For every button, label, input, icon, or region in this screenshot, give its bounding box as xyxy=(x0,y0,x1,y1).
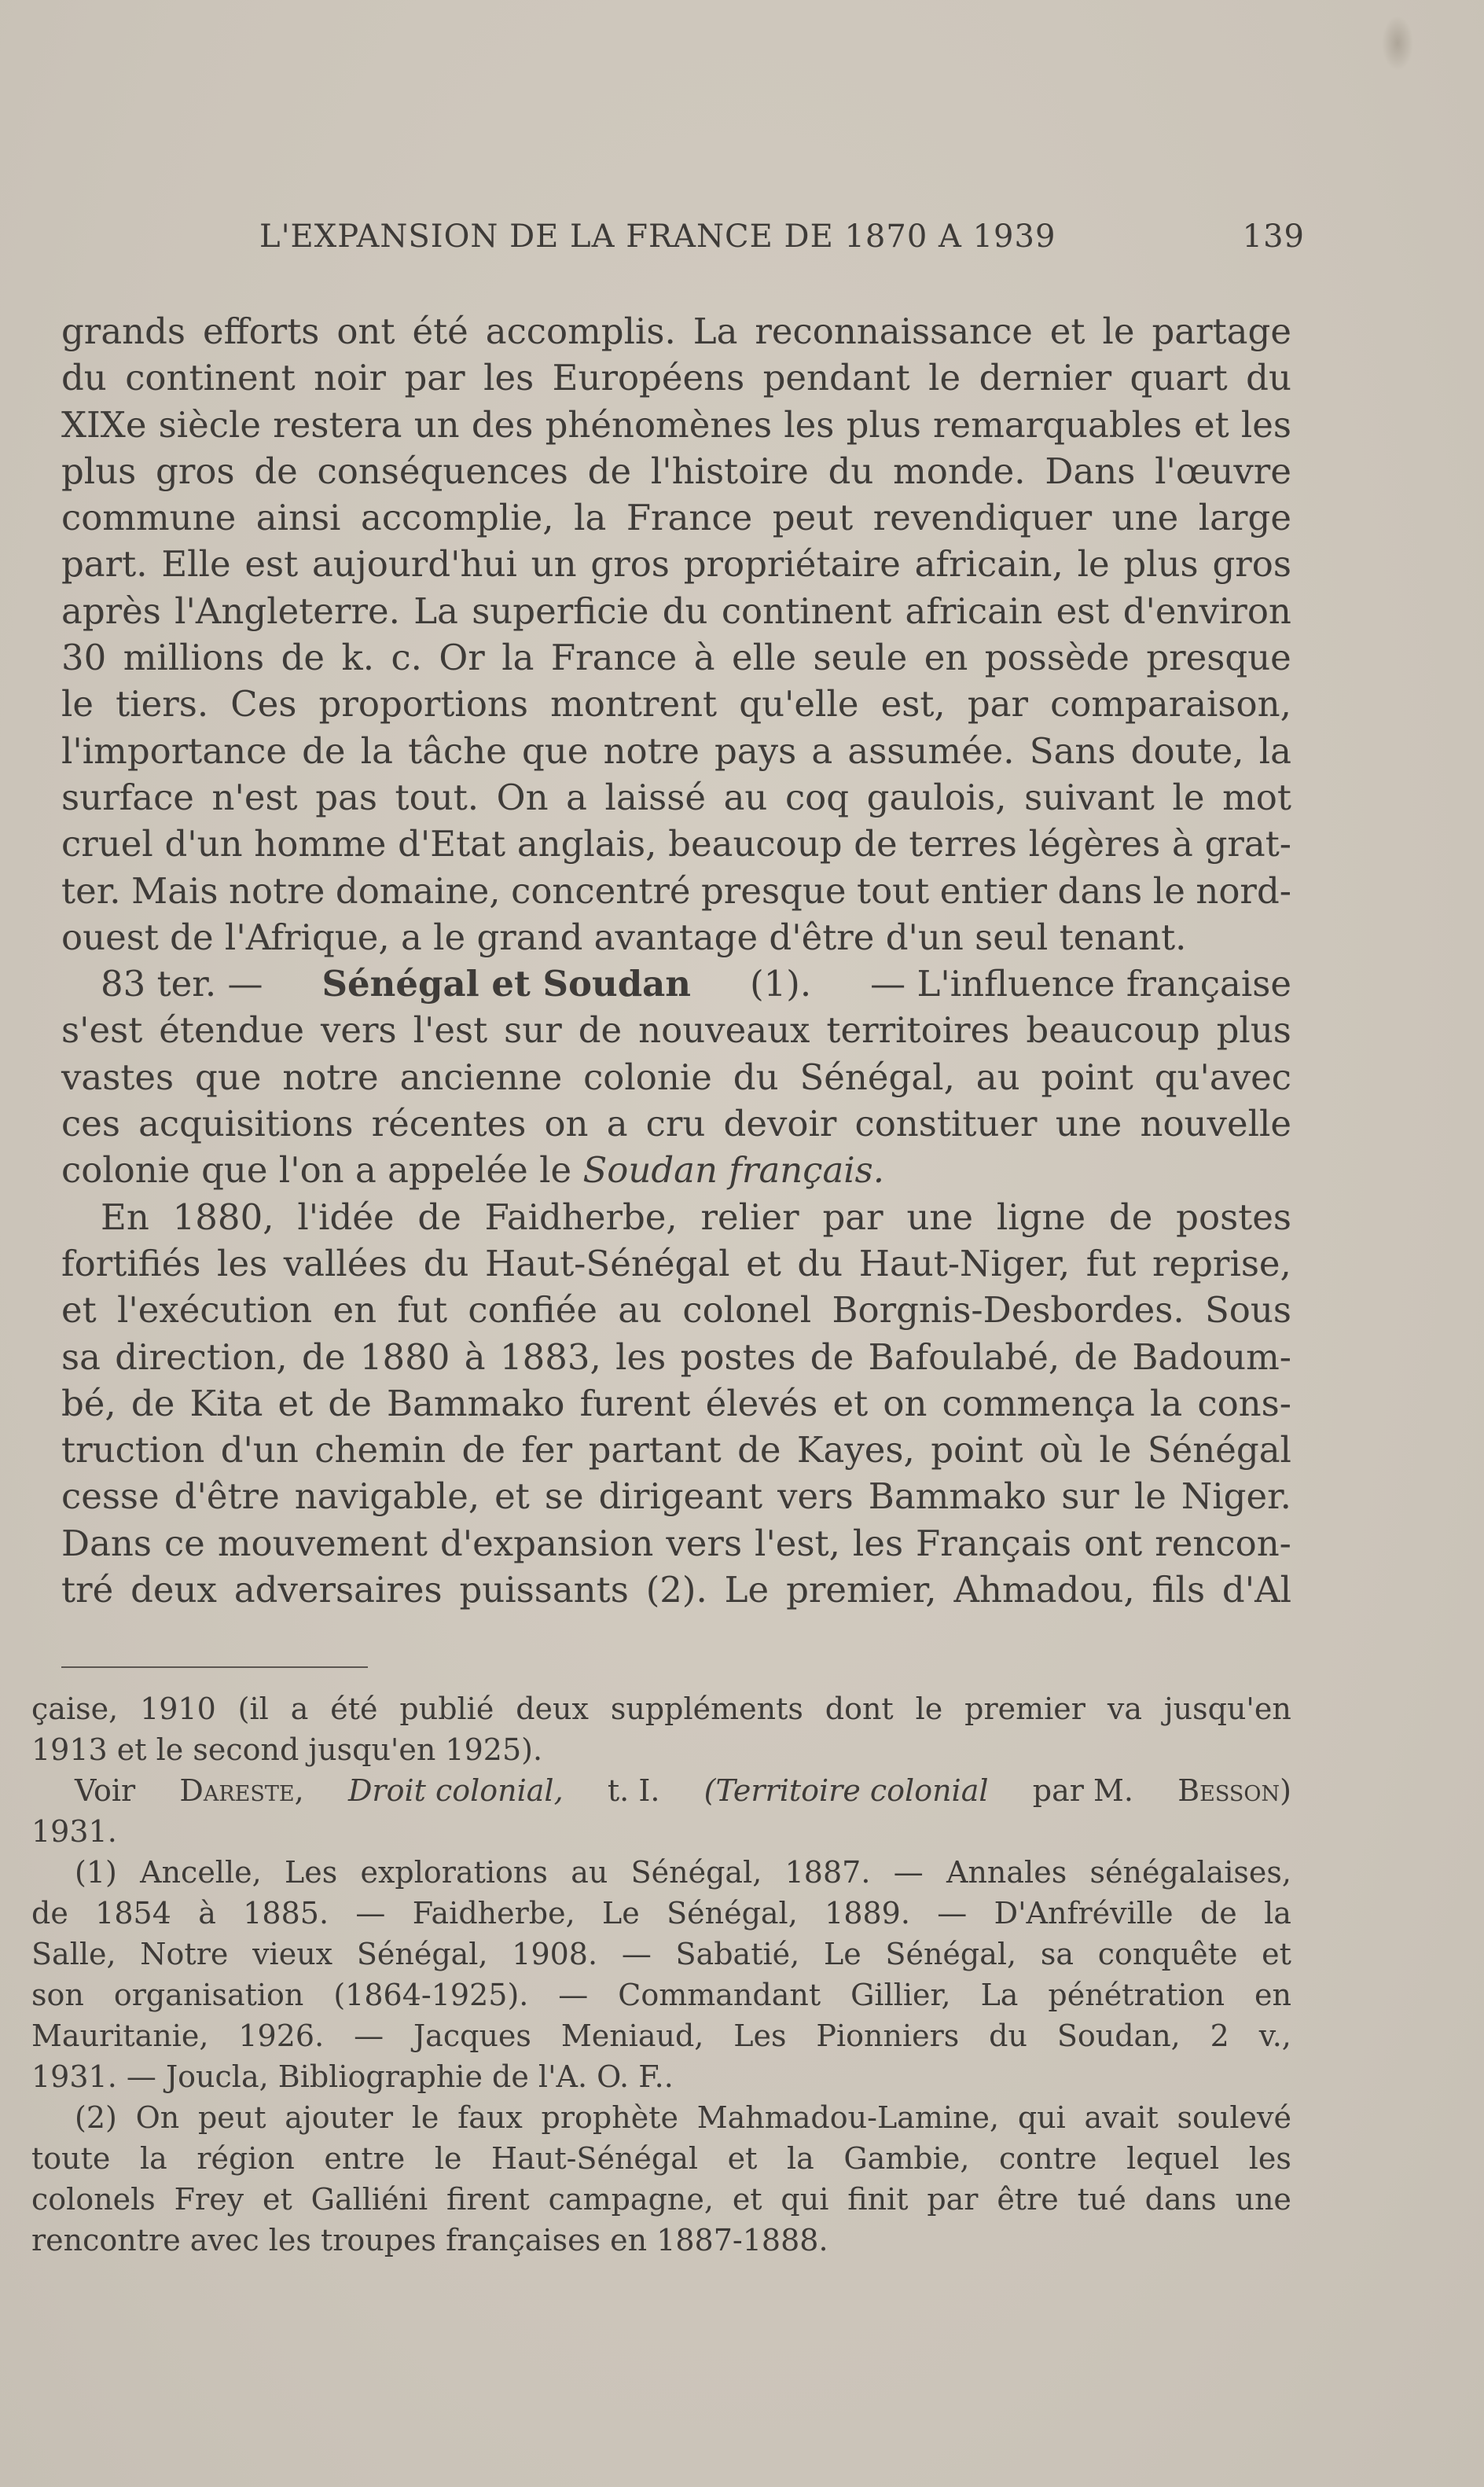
footnote-1 xyxy=(31,1852,1291,2097)
body-line: plus gros de conséquences de l'histoire du monde. Dans l'œuvre xyxy=(61,450,1291,492)
soudan-francais: Soudan français. xyxy=(582,1149,885,1192)
voir-middle: t. I. xyxy=(607,1773,660,1808)
voir-prefix: Voir xyxy=(75,1773,136,1808)
section-line: vastes que notre ancienne colonie du Sénégal, au point qu'avec xyxy=(61,1056,1291,1098)
body-line: le tiers. Ces proportions montrent qu'elle est, par comparaison, xyxy=(61,683,1291,726)
footnote-line: 1913 et le second jusqu'en 1925). xyxy=(31,1732,543,1767)
paragraph-line: truction d'un chemin de fer partant de Kayes, point où le Sénégal xyxy=(61,1429,1291,1471)
body-line: du continent noir par les Européens pendant le dernier quart du xyxy=(61,357,1291,399)
page-number: 139 xyxy=(1242,219,1305,255)
voir-title2: (Territoire colonial xyxy=(703,1773,989,1808)
paragraph-line: sa direction, de 1880 à 1883, les postes de Bafoulabé, de Badoum- xyxy=(61,1335,1291,1378)
opening-paragraph xyxy=(61,308,1291,961)
section-line: ces acquisitions récentes on a cru devoir constituer une nouvelle xyxy=(61,1103,1291,1145)
voir-title: Droit colonial, xyxy=(347,1773,564,1808)
footnote-line: Salle, Notre vieux Sénégal, 1908. — Sabatié, Le Sénégal, sa conquête et xyxy=(31,1937,1291,1971)
body-line: l'importance de la tâche que notre pays a assumée. Sans doute, la xyxy=(61,729,1291,772)
section-last-prefix: colonie que l'on a appelée le xyxy=(61,1149,572,1192)
paragraph-line: cesse d'être navigable, et se dirigeant vers Bammako sur le Niger. xyxy=(61,1475,1291,1518)
footnote-line: toute la région entre le Haut-Sénégal et la Gambie, contre lequel les xyxy=(31,2141,1291,2176)
footnote-line: rencontre avec les troupes françaises en 1887-1888. xyxy=(31,2223,828,2257)
main-text xyxy=(61,308,1291,1613)
voir-by: par M. xyxy=(1032,1773,1133,1808)
voir-year-line xyxy=(31,1811,1291,1852)
body-line: part. Elle est aujourd'hui un gros propriétaire africain, le plus gros xyxy=(61,543,1291,586)
body-line: ouest de l'Afrique, a le grand avantage d'être d'un seul tenant. xyxy=(61,916,1187,958)
section-number: 83 ter. — xyxy=(101,963,263,1005)
footnotes xyxy=(31,1688,1291,2261)
footnote-line: son organisation (1864-1925). — Commandant Gillier, La pénétration en xyxy=(31,1978,1291,2012)
footnote-ref-1: (1). xyxy=(750,963,812,1005)
page-header xyxy=(259,219,1305,266)
body-line: ter. Mais notre domaine, concentré presque tout entier dans le nord- xyxy=(61,869,1291,912)
footnote-line: 1931. — Joucla, Bibliographie de l'A. O. F.. xyxy=(31,2059,674,2094)
section-heading-line xyxy=(61,961,1291,1007)
paragraph-line: fortifiés les vallées du Haut-Sénégal et du Haut-Niger, fut reprise, xyxy=(61,1242,1291,1284)
voir-author: Dareste, xyxy=(179,1773,304,1808)
section-line: s'est étendue vers l'est sur de nouveaux territoires beaucoup plus xyxy=(61,1009,1291,1052)
running-title: L'EXPANSION DE LA FRANCE DE 1870 A 1939 xyxy=(259,219,1056,255)
footnote-line: (1) Ancelle, Les explorations au Sénégal, 1887. — Annales sénégalaises, xyxy=(75,1855,1291,1890)
section-heading-rest: — L'influence française xyxy=(870,963,1291,1005)
footnote-continuation xyxy=(31,1688,1291,1770)
body-line: 30 millions de k. c. Or la France à elle seule en possède presque xyxy=(61,637,1291,679)
paragraph-line: et l'exécution en fut confiée au colonel Borgnis-Desbordes. Sous xyxy=(61,1289,1291,1332)
body-line: XIXe siècle restera un des phénomènes les plus remarquables et les xyxy=(61,403,1291,446)
body-line: cruel d'un homme d'Etat anglais, beaucoup de terres légères à grat- xyxy=(61,823,1291,865)
paragraph-line: bé, de Kita et de Bammako furent élevés et on commença la cons- xyxy=(61,1382,1291,1424)
paragraph-1880 xyxy=(61,1194,1291,1614)
body-line: après l'Angleterre. La superficie du continent africain est d'environ xyxy=(61,590,1291,632)
section-heading: Sénégal et Soudan xyxy=(321,963,692,1005)
voir-year: 1931. xyxy=(31,1814,117,1849)
voir-author2: Besson) xyxy=(1177,1773,1291,1808)
body-line: surface n'est pas tout. On a laissé au coq gaulois, suivant le mot xyxy=(61,776,1291,818)
section-last-line xyxy=(61,1147,1291,1193)
footnote-2 xyxy=(31,2097,1291,2261)
paragraph-line: Dans ce mouvement d'expansion vers l'est, les Français ont rencon- xyxy=(61,1522,1291,1564)
footnote-rule xyxy=(61,1666,368,1668)
paragraph-line: tré deux adversaires puissants (2). Le premier, Ahmadou, fils d'Al xyxy=(61,1569,1291,1611)
page-stain xyxy=(1382,16,1413,71)
footnote-line: (2) On peut ajouter le faux prophète Mahmadou-Lamine, qui avait soulevé xyxy=(75,2100,1291,2135)
body-line: grands efforts ont été accomplis. La reconnaissance et le partage xyxy=(61,310,1291,352)
body-line: commune ainsi accomplie, la France peut revendiquer une large xyxy=(61,497,1291,539)
section-paragraph xyxy=(61,1007,1291,1147)
footnote-line: de 1854 à 1885. — Faidherbe, Le Sénégal, 1889. — D'Anfréville de la xyxy=(31,1896,1291,1930)
footnote-line: colonels Frey et Galliéni firent campagne, et qui finit par être tué dans une xyxy=(31,2182,1291,2217)
footnote-line: Mauritanie, 1926. — Jacques Meniaud, Les Pionniers du Soudan, 2 v., xyxy=(31,2019,1291,2053)
paragraph-line: En 1880, l'idée de Faidherbe, relier par une ligne de postes xyxy=(101,1196,1291,1238)
footnote-line: çaise, 1910 (il a été publié deux suppléments dont le premier va jusqu'en xyxy=(31,1692,1291,1726)
voir-line xyxy=(31,1770,1291,1811)
